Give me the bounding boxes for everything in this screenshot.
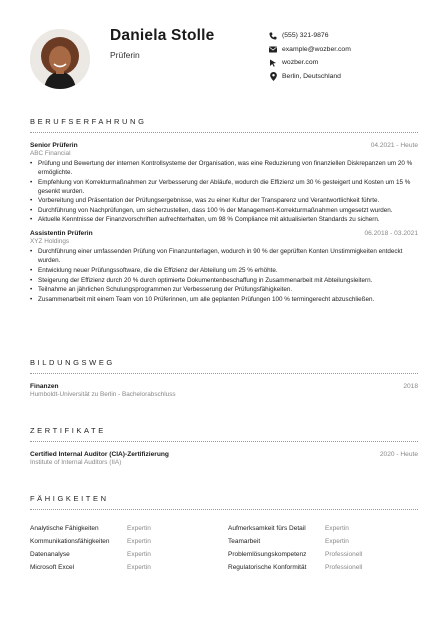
skills-section [30, 494, 418, 572]
job-date: 04.2021 - Heute [370, 142, 418, 149]
section-divider [30, 373, 418, 374]
skill-name: Analytische Fähigkeiten [30, 525, 99, 532]
skill-level: Expertin [325, 538, 349, 545]
certificate-date: 2020 - Heute [379, 451, 418, 458]
skills-grid [30, 524, 418, 572]
section-title: FÄHIGKEITEN [30, 494, 109, 503]
certificate-issuer: Institute of Internal Auditors (IIA) [30, 459, 122, 466]
job-entry [30, 142, 418, 224]
job-company: XYZ Holdings [30, 238, 70, 246]
contact-website [268, 56, 351, 69]
section-title: ZERTIFIKATE [30, 426, 106, 435]
skill-level: Expertin [127, 551, 151, 558]
list-item: • Aktuelle Kenntnisse der Finanzvorschriften aufrechterhalten, um 98 % Compliance mit aktualisierten Standards zu sichern. [30, 215, 418, 224]
list-item: • Steigerung der Effizienz durch 20 % durch optimierte Dokumentenbeschaffung in Zusammenarbeit mit Abteilungsleitern. [30, 276, 418, 285]
profile-photo [30, 29, 90, 89]
job-company: ABC Financial [30, 150, 71, 157]
list-item: • Empfehlung von Korrekturmaßnahmen zur Verbesserung der Abläufe, wodurch die Effizienz um 30 % gesteigert und Kosten um 15 % gesenkt wurden. [30, 178, 418, 196]
skill-name: Microsoft Excel [30, 564, 75, 571]
list-item: • Vorbereitung und Präsentation der Prüfungsergebnisse, was zu einer Kultur der Transparenz und Verantwortlichkeit führte. [30, 196, 418, 205]
job-bullets [30, 247, 418, 303]
skill-name: Aufmerksamkeit fürs Detail [228, 525, 306, 532]
candidate-role: Prüferin [110, 50, 140, 60]
certificates-section [30, 426, 418, 466]
skill-level: Expertin [127, 525, 151, 532]
resume-header [0, 0, 448, 110]
section-title: BERUFSERFAHRUNG [30, 117, 147, 126]
section-divider [30, 509, 418, 510]
education-section [30, 358, 418, 398]
skill-level: Expertin [325, 525, 349, 532]
skill-name: Kommunikationsfähigkeiten [30, 538, 110, 545]
contact-phone [268, 29, 351, 42]
contact-list [268, 29, 351, 83]
cursor-icon [268, 58, 278, 68]
list-item: • Durchführung einer umfassenden Prüfung von Finanzunterlagen, wodurch in 90 % der geprüften Konten Unstimmigkeiten entdeckt wurden. [30, 247, 418, 265]
contact-location [268, 70, 351, 83]
degree-date: 2018 [403, 383, 418, 390]
contact-email [268, 43, 351, 56]
job-bullets [30, 159, 418, 224]
list-item: • Durchführung von Nachprüfungen, um sicherzustellen, dass 100 % der Management-Korrekturmaßnahmen umgesetzt wurden. [30, 206, 418, 215]
skill-level: Expertin [127, 564, 151, 571]
skill-level: Expertin [127, 538, 151, 545]
skill-name: Teamarbeit [228, 538, 261, 545]
envelope-icon [268, 44, 278, 54]
avatar [30, 29, 90, 89]
skill-name: Regulatorische Konformität [228, 564, 307, 571]
phone-text: (555) 321-9876 [282, 32, 329, 39]
job-title: Senior Prüferin [30, 142, 78, 149]
job-entry [30, 230, 418, 303]
education-entry [30, 383, 418, 398]
section-divider [30, 441, 418, 442]
candidate-name: Daniela Stolle [110, 27, 215, 44]
certificate-entry [30, 451, 418, 466]
skill-level: Professionell [325, 564, 363, 571]
skill-name: Datenanalyse [30, 551, 70, 558]
website-text: wozber.com [282, 59, 319, 66]
skill-name: Problemlösungskompetenz [228, 551, 307, 558]
location-text: Berlin, Deutschland [282, 72, 341, 80]
skill-level: Professionell [325, 551, 363, 558]
map-pin-icon [268, 71, 278, 81]
experience-section [30, 117, 418, 304]
certificate-title: Certified Internal Auditor (CIA)-Zertifizierung [30, 451, 169, 458]
section-title: BILDUNGSWEG [30, 358, 115, 367]
list-item: • Teilnahme an jährlichen Schulungsprogrammen zur Verbesserung der Prüfungsfähigkeiten. [30, 285, 418, 294]
list-item: • Prüfung und Bewertung der internen Kontrollsysteme der Organisation, was eine Reduzierung von finanziellen Diskrepanzen um 20 % ermöglichte. [30, 159, 418, 177]
phone-icon [268, 31, 278, 41]
section-divider [30, 132, 418, 133]
list-item: • Zusammenarbeit mit einem Team von 10 Prüferinnen, um alle geplanten Prüfungen 100 % termingerecht abzuschließen. [30, 295, 418, 304]
degree-title: Finanzen [30, 383, 59, 390]
job-date: 06.2018 - 03.2021 [364, 230, 418, 238]
degree-school: Humboldt-Universität zu Berlin - Bachelorabschluss [30, 391, 176, 398]
email-text: example@wozber.com [282, 45, 351, 53]
list-item: • Entwicklung neuer Prüfungssoftware, die die Effizienz der Abteilung um 25 % erhöhte. [30, 266, 418, 275]
job-title: Assistentin Prüferin [30, 230, 93, 238]
